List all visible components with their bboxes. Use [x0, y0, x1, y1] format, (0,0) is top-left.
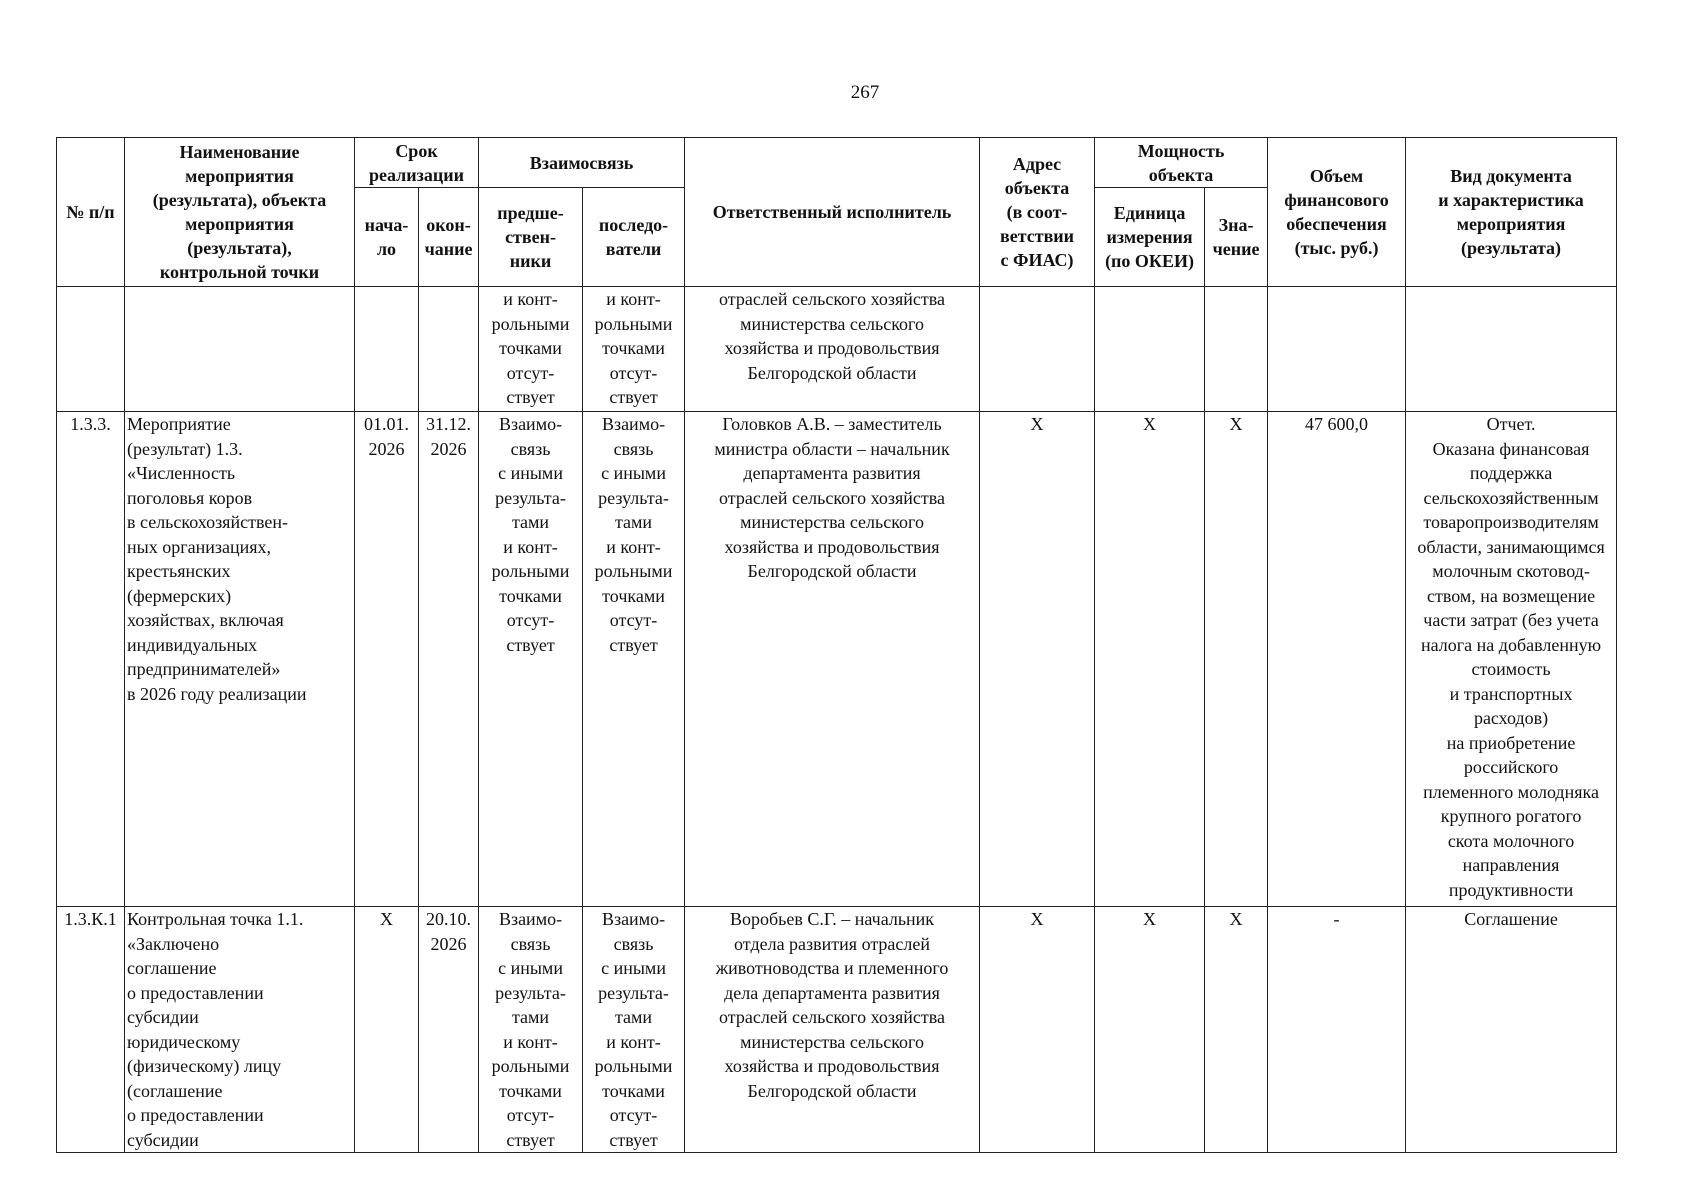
cell-next: и конт- рольными точками отсут- ствует	[583, 287, 685, 412]
cell-doc: Соглашение	[1406, 907, 1617, 1153]
table-row	[57, 287, 1617, 412]
header-relation: Взаимосвязь	[479, 138, 685, 188]
cell-name: Контрольная точка 1.1. «Заключено соглашение о предоставлении субсидии юридическому (физическому) лицу (соглашение о предоставлении субсидии	[125, 907, 355, 1153]
cell-executor: Головков А.В. – заместитель министра области – начальник департамента развития отраслей сельского хозяйства министерства сельского хозяйства и продовольствия Белгородской области	[685, 412, 980, 907]
cell-unit: X	[1095, 412, 1205, 907]
header-num: № п/п	[57, 138, 125, 287]
header-row-top	[57, 138, 1617, 188]
cell-name: Мероприятие (результат) 1.3. «Численность поголовья коров в сельскохозяйствен- ных организациях, крестьянских (фермерских) хозяйствах, включая индивидуальных предпринимателей» в 2026 году реализации	[125, 412, 355, 907]
cell-start: 01.01. 2026	[355, 412, 419, 907]
header-name: Наименование мероприятия (результата), объекта мероприятия (результата), контрольной точки	[125, 138, 355, 287]
cell-executor: отраслей сельского хозяйства министерства сельского хозяйства и продовольствия Белгородской области	[685, 287, 980, 412]
cell-doc: Отчет. Оказана финансовая поддержка сельскохозяйственным товаропроизводителям области, занимающимся молочным скотовод- ством, на возмещение части затрат (без учета налога на добавленную стоимость и транспортных расходов) на приобретение российского племенного молодняка крупного рогатого скота молочного направления продуктивности	[1406, 412, 1617, 907]
header-capacity: Мощность объекта	[1095, 138, 1268, 188]
cell-finance	[1268, 287, 1406, 412]
cell-start	[355, 287, 419, 412]
cell-end: 31.12. 2026	[419, 412, 479, 907]
cell-start: X	[355, 907, 419, 1153]
cell-num: 1.3.3.	[57, 412, 125, 907]
header-capacity-value: Зна- чение	[1205, 188, 1268, 287]
cell-prev: и конт- рольными точками отсут- ствует	[479, 287, 583, 412]
cell-prev: Взаимо- связь с иными результа- тами и конт- рольными точками отсут- ствует	[479, 412, 583, 907]
cell-value	[1205, 287, 1268, 412]
header-term: Срок реализации	[355, 138, 479, 188]
cell-address	[980, 287, 1095, 412]
cell-doc	[1406, 287, 1617, 412]
cell-address: X	[980, 907, 1095, 1153]
header-doc: Вид документа и характеристика мероприятия (результата)	[1406, 138, 1617, 287]
page-number: 267	[850, 82, 880, 103]
cell-finance: -	[1268, 907, 1406, 1153]
header-finance: Объем финансового обеспечения (тыс. руб.)	[1268, 138, 1406, 287]
cell-executor: Воробьев С.Г. – начальник отдела развития отраслей животноводства и племенного дела департамента развития отраслей сельского хозяйства министерства сельского хозяйства и продовольствия Белгородской области	[685, 907, 980, 1153]
table-row	[57, 412, 1617, 907]
cell-next: Взаимо- связь с иными результа- тами и конт- рольными точками отсут- ствует	[583, 907, 685, 1153]
cell-num: 1.3.К.1	[57, 907, 125, 1153]
cell-next: Взаимо- связь с иными результа- тами и конт- рольными точками отсут- ствует	[583, 412, 685, 907]
header-capacity-unit: Единица измерения (по ОКЕИ)	[1095, 188, 1205, 287]
cell-value: X	[1205, 412, 1268, 907]
cell-address: X	[980, 412, 1095, 907]
header-executor: Ответственный исполнитель	[685, 138, 980, 287]
header-relation-prev: предше- ствен- ники	[479, 188, 583, 287]
header-term-start: нача- ло	[355, 188, 419, 287]
cell-unit: X	[1095, 907, 1205, 1153]
table-row	[57, 907, 1617, 1153]
cell-end	[419, 287, 479, 412]
cell-name	[125, 287, 355, 412]
header-address: Адрес объекта (в соот- ветствии с ФИАС)	[980, 138, 1095, 287]
cell-value: X	[1205, 907, 1268, 1153]
header-term-end: окон- чание	[419, 188, 479, 287]
cell-finance: 47 600,0	[1268, 412, 1406, 907]
cell-unit	[1095, 287, 1205, 412]
header-relation-next: последо- ватели	[583, 188, 685, 287]
cell-num	[57, 287, 125, 412]
cell-prev: Взаимо- связь с иными результа- тами и конт- рольными точками отсут- ствует	[479, 907, 583, 1153]
cell-end: 20.10. 2026	[419, 907, 479, 1153]
plan-table	[56, 137, 1617, 1153]
